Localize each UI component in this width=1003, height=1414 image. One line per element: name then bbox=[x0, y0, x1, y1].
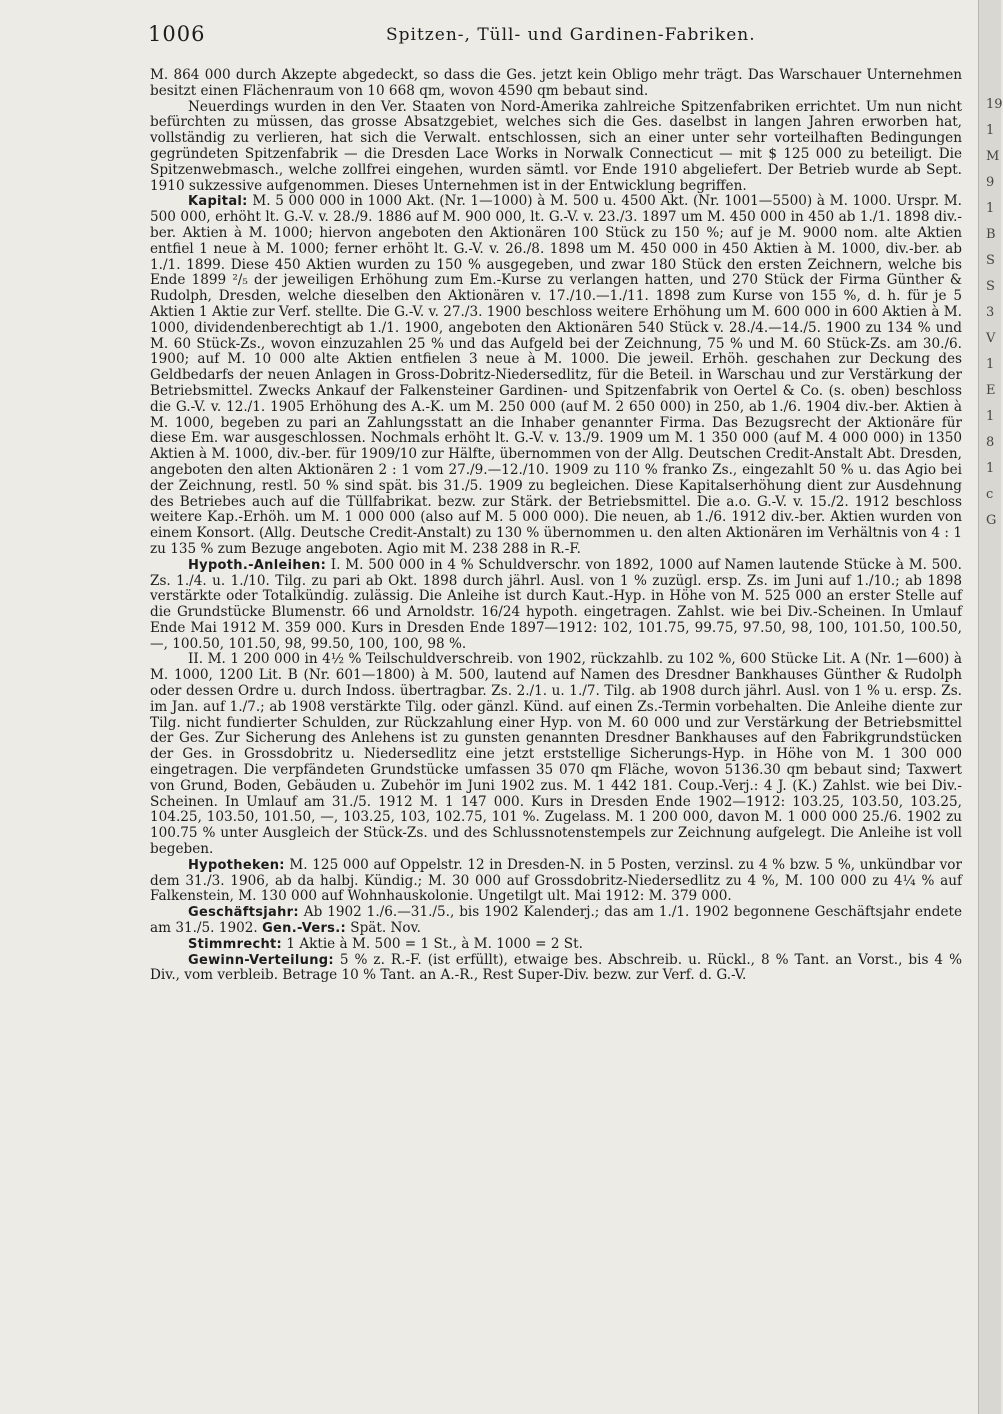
gutter-letter: S bbox=[986, 279, 995, 294]
section-gewinn-verteilung bbox=[150, 953, 962, 985]
gutter-letter: G bbox=[986, 513, 997, 528]
gutter-letter: 1 bbox=[986, 201, 995, 216]
section-label-hypoth-anleihen: Hypoth.-Anleihen: bbox=[188, 557, 327, 573]
section-label-gewinn-verteilung: Gewinn-Verteilung: bbox=[188, 952, 334, 968]
gutter-letter: 9 bbox=[986, 175, 995, 190]
gutter-letter: S bbox=[986, 253, 995, 268]
gutter-letter: E bbox=[986, 383, 996, 398]
section-hypoth-anleihen bbox=[150, 558, 962, 653]
gutter-letter: 3 bbox=[986, 305, 995, 320]
running-title: Spitzen-, Tüll- und Gardinen-Fabriken. bbox=[386, 25, 756, 45]
gutter-letter: B bbox=[986, 227, 996, 242]
page-body bbox=[150, 68, 962, 984]
intro-paragraph-1: M. 864 000 durch Akzepte abgedeckt, so dass die Ges. jetzt kein Obligo mehr trägt. Das Warschauer Unternehmen besitzt einen Flächenraum von 10 668 qm, wovon 4590 qm bebaut sind. bbox=[150, 67, 962, 99]
section-text-gen-vers: Spät. Nov. bbox=[345, 920, 421, 937]
section-kapital bbox=[150, 194, 962, 557]
section-stimmrecht bbox=[150, 937, 962, 953]
page-header bbox=[148, 22, 968, 52]
intro-paragraph-2: Neuerdings wurden in den Ver. Staaten von Nord-Amerika zahlreiche Spitzenfabriken errichtet. Um nun nicht befürchten zu müssen, das grosse Absatzgebiet, welches sich die Ges. daselbst in langen Jahren erworben hat, vollständig zu verlieren, hat sich die Verwalt. entschlossen, sich an einer unter sehr vorteilhaften Bedingungen gegründeten Spitzenfabrik — die Dresden Lace Works in Norwalk Connecticut — mit $ 125 000 zu beteiligt. Die Spitzenwebmasch., welche zollfrei eingehen, wurden sämtl. vor Ende 1910 abgeliefert. Der Betrieb wurde ab Sept. 1910 sukzessive aufgenommen. Dieses Unternehmen ist in der Entwicklung begriffen. bbox=[150, 98, 962, 194]
section-label-gen-vers: Gen.-Vers.: bbox=[262, 921, 346, 937]
gutter-letter: 8 bbox=[986, 435, 995, 450]
page-number: 1006 bbox=[148, 22, 206, 46]
section-hypotheken bbox=[150, 858, 962, 905]
section-label-geschaeftsjahr: Geschäftsjahr: bbox=[188, 905, 299, 921]
section-text-gewinn-verteilung: 5 % z. R.-F. (ist erfüllt), etwaige bes. Abschreib. u. Rückl., 8 % Tant. an Vorst., bis 4 % Div., vom verbleib. Betrage 10 % Tant. an A.-R., Rest Super-Div. bezw. zur Verf. d. G.-V. bbox=[150, 951, 962, 984]
section-text-hypotheken: M. 125 000 auf Oppelstr. 12 in Dresden-N. in 5 Posten, verzinsl. zu 4 % bzw. 5 %, unkündbar vor dem 31./3. 1906, ab da halbj. Kündig.; M. 30 000 auf Grossdobritz-Niedersedlitz zu 4 %, M. 100 000 zu 4¼ % auf Falkenstein, M. 130 000 auf Wohnhauskolonie. Ungetilgt ult. Mai 1912: M. 379 000. bbox=[150, 856, 962, 905]
section-text-anleihe-i: I. M. 500 000 in 4 % Schuldverschr. von 1892, 1000 auf Namen lautende Stücke à M. 500. Zs. 1./4. u. 1./10. Tilg. zu pari ab Okt. 1898 durch jährl. Ausl. von 1 % zuzügl. ersp. Zs. im Juni auf 1./10.; ab 1898 verstärkte oder Totalkündig. zulässig. Die Anleihe ist durch Kaut.-Hyp. in Höhe von M. 525 000 an erster Stelle auf die Grundstücke Blumenstr. 66 und Arnoldstr. 16/24 hypoth. eingetragen. Zahlst. wie bei Div.-Scheinen. In Umlauf Ende Mai 1912 M. 359 000. Kurs in Dresden Ende 1897—1912: 102, 101.75, 99.75, 97.50, 98, 100, 101.50, 100.50, —, 100.50, 101.50, 98, 99.50, 100, 100, 98 %. bbox=[150, 556, 962, 652]
section-text-stimmrecht: 1 Aktie à M. 500 = 1 St., à M. 1000 = 2 St. bbox=[282, 935, 583, 952]
section-text-kapital: M. 5 000 000 in 1000 Akt. (Nr. 1—1000) à M. 500 u. 4500 Akt. (Nr. 1001—5500) à M. 1000. Urspr. M. 500 000, erhöht lt. G.-V. v. 28./9. 1886 auf M. 900 000, lt. G.-V. v. 23./3. 1897 um M. 450 000 in 450 ab 1./1. 1898 div.-ber. Aktien à M. 1000; hiervon angeboten den Aktionären 100 Stück zu 150 %; auf je M. 9000 nom. alte Aktien entfiel 1 neue à M. 1000; ferner erhöht lt. G.-V. v. 26./8. 1898 um M. 450 000 in 450 Aktien à M. 1000, div.-ber. ab 1./1. 1899. Diese 450 Aktien wurden zu 150 % ausgegeben, und zwar 180 Stück den ersten Zeichnern, welche bis Ende 1899 ²/₅ der jeweiligen Erhöhung zum Em.-Kurse zu verlangen hatten, und 270 Stück der Firma Günther & Rudolph, Dresden, welche dieselben den Aktionären v. 17./10.—1./11. 1898 zum Kurse von 155 %, d. h. für je 5 Aktien 1 Aktie zur Verf. stellte. Die G.-V. v. 27./3. 1900 beschloss weitere Erhöhung um M. 600 000 in 600 Aktien à M. 1000, dividendenberechtigt ab 1./1. 1900, angeboten den Aktionären 540 Stück v. 28./4.—14./5. 1900 zu 134 % und M. 60 Stück-Zs., wovon einzuzahlen 25 % und das Aufgeld bei der Zeichnung, 75 % und M. 60 Stück-Zs. am 30./6. 1900; auf M. 10 000 alte Aktien entfielen 3 neue à M. 1000. Die jeweil. Erhöh. geschahen zur Deckung des Geldbedarfs der neuen Anlagen in Gross-Dobritz-Niedersedlitz, für die Beteil. in Warschau und zur Verstärkung der Betriebsmittel. Zwecks Ankauf der Falkensteiner Gardinen- und Spitzenfabrik von Oertel & Co. (s. oben) beschloss die G.-V. v. 12./1. 1905 Erhöhung des A.-K. um M. 250 000 (auf M. 2 650 000) in 250, ab 1./6. 1904 div.-ber. Aktien à M. 1000, begeben zu pari an Zahlungsstatt an die Inhaber genannter Firma. Das Bezugsrecht der Aktionäre für diese Em. war ausgeschlossen. Nochmals erhöht lt. G.-V. v. 13./9. 1909 um M. 1 350 000 (auf M. 4 000 000) in 1350 Aktien à M. 1000, div.-ber. für 1909/10 zur Hälfte, übernommen von der Allg. Deutschen Credit-Anstalt Abt. Dresden, angeboten den alten Aktionären 2 : 1 vom 27./9.—12./10. 1909 zu 110 % franko Zs., eingezahlt 50 % u. das Agio bei der Zeichnung, restl. 50 % sind spät. bis 31./5. 1909 zu begleichen. Diese Kapitalserhöhung dient zur Ausdehnung des Betriebes auch auf die Tüllfabrikat. bezw. zur Stärk. der Betriebsmittel. Die a.o. G.-V. v. 15./2. 1912 beschloss weitere Kap.-Erhöh. um M. 1 000 000 (also auf M. 5 000 000). Die neuen, ab 1./6. 1912 div.-ber. Aktien wurden von einem Konsort. (Allg. Deutsche Credit-Anstalt) zu 130 % übernommen u. den alten Aktionären im Verhältnis von 4 : 1 zu 135 % zum Bezuge angeboten. Agio mit M. 238 288 in R.-F. bbox=[150, 193, 963, 557]
gutter-letter: 1 bbox=[986, 409, 995, 424]
section-anleihe-ii: II. M. 1 200 000 in 4½ % Teilschuldverschreib. von 1902, rückzahlb. zu 102 %, 600 Stücke Lit. A (Nr. 1—600) à M. 1000, 1200 Lit. B (Nr. 601—1800) à M. 500, lautend auf Namen des Dresdner Bankhauses Günther & Rudolph oder dessen Ordre u. durch Indoss. übertragbar. Zs. 2./1. u. 1./7. Tilg. ab 1908 durch jährl. Ausl. von 1 % u. ersp. Zs. im Jan. auf 1./7.; ab 1908 verstärkte Tilg. oder gänzl. Künd. auf einen Zs.-Termin vorbehalten. Die Anleihe diente zur Tilg. nicht fundierter Schulden, zur Rückzahlung einer Hyp. von M. 60 000 und zur Verstärkung der Betriebsmittel der Ges. Zur Sicherung des Anlehens ist zu gunsten genannten Dresdner Bankhauses auf den Fabrikgrundstücken der Ges. in Grossdobritz u. Niedersedlitz eine jetzt erststellige Sicherungs-Hyp. in Höhe von M. 1 300 000 eingetragen. Die verpfändeten Grundstücke umfassen 35 070 qm Fläche, wovon 5136.30 qm bebaut sind; Taxwert von Grund, Boden, Gebäuden u. Zubehör im Juni 1902 zus. M. 1 442 181. Coup.-Verj.: 4 J. (K.) Zahlst. wie bei Div.-Scheinen. In Umlauf am 31./5. 1912 M. 1 147 000. Kurs in Dresden Ende 1902—1912: 103.25, 103.50, 103.25, 104.25, 103.50, 101.50, —, 103.25, 103, 102.75, 101 %. Zugelass. M. 1 200 000, davon M. 1 000 000 25./6. 1902 zu 100.75 % unter Ausgleich der Stück-Zs. und des Schlussnotenstempels zur Zeichnung aufgelegt. Die Anleihe ist voll begeben. bbox=[150, 651, 962, 858]
section-label-stimmrecht: Stimmrecht: bbox=[188, 936, 283, 952]
section-label-hypotheken: Hypotheken: bbox=[188, 857, 285, 873]
gutter-letter: 1 bbox=[986, 357, 995, 372]
adjacent-page-fragments bbox=[986, 92, 1003, 534]
gutter-letter: 1 bbox=[986, 461, 995, 476]
gutter-letter: 1 bbox=[986, 123, 995, 138]
gutter-letter: c bbox=[986, 487, 994, 502]
gutter-letter: M bbox=[986, 149, 1000, 164]
gutter-letter: V bbox=[986, 331, 996, 346]
gutter-letter: 19 bbox=[986, 97, 1003, 112]
section-geschaeftsjahr bbox=[150, 905, 962, 937]
section-label-kapital: Kapital: bbox=[188, 194, 248, 210]
section-text-geschaeftsjahr: Ab 1902 1./6.—31./5., bis 1902 Kalenderj.; das am 1./1. 1902 begonnene Geschäftsjahr endete am 31./5. 1902. bbox=[150, 904, 962, 937]
